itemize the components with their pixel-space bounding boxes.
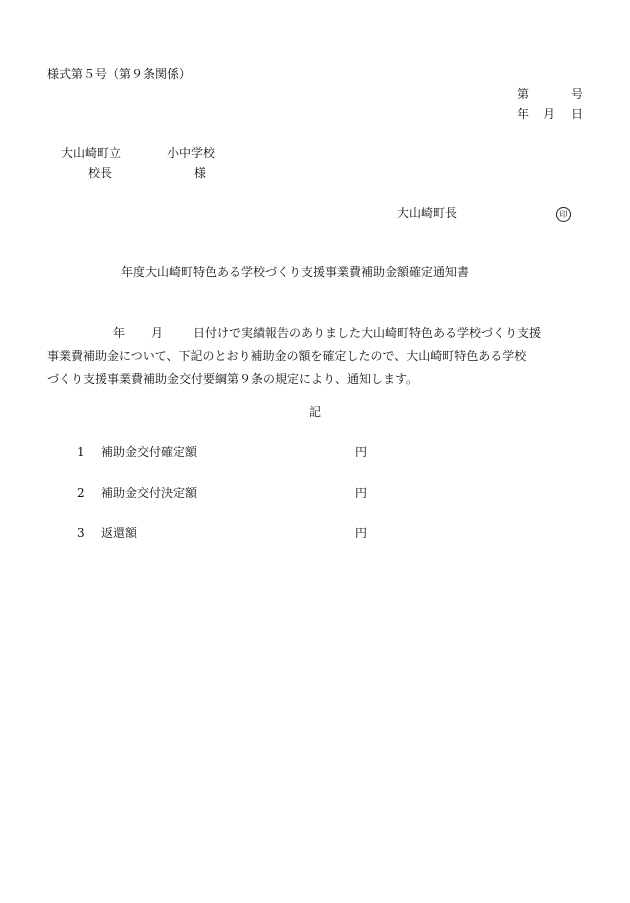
item-label-1: 補助金交付確定額 [101,445,198,459]
recipient-honorific: 様 [194,166,207,180]
doc-number-suffix: 号 [571,87,584,101]
document-title: 年度大山崎町特色ある学校づくり支援事業費補助金額確定通知書 [121,265,470,279]
seal-mark [556,205,571,222]
recipient-school-suffix: 小中学校 [167,146,216,160]
ki-heading: 記 [309,405,322,419]
recipient-town-prefix: 大山崎町立 [61,146,122,160]
item-number-1: 1 [77,445,85,459]
body-line1: 日付けで実績報告のありました大山崎町特色ある学校づくり支援 [193,326,542,340]
body-line2: 事業費補助金について、下記のとおり補助金の額を確定したので、大山崎町特色ある学校 [47,349,527,363]
body-line3: づくり支援事業費補助金交付要綱第９条の規定により、通知します。 [47,372,419,386]
item-label-2: 補助金交付決定額 [101,486,198,500]
doc-number-prefix: 第 [517,87,530,101]
item-unit-3: 円 [355,526,368,540]
date-day-label: 日 [571,107,584,121]
date-month-label: 月 [543,107,556,121]
item-unit-1: 円 [355,445,368,459]
body-month-label: 月 [151,326,164,340]
item-unit-2: 円 [355,486,368,500]
item-label-3: 返還額 [101,526,138,540]
form-number: 様式第５号（第９条関係） [47,67,192,81]
item-number-3: 3 [77,526,85,540]
item-number-2: 2 [77,486,85,500]
sender-title: 大山崎町長 [397,206,458,220]
body-year-label: 年 [113,326,126,340]
date-year-label: 年 [517,107,530,121]
seal-icon: 印 [556,207,571,222]
body-paragraph [47,322,583,391]
recipient-principal: 校長 [88,166,113,180]
